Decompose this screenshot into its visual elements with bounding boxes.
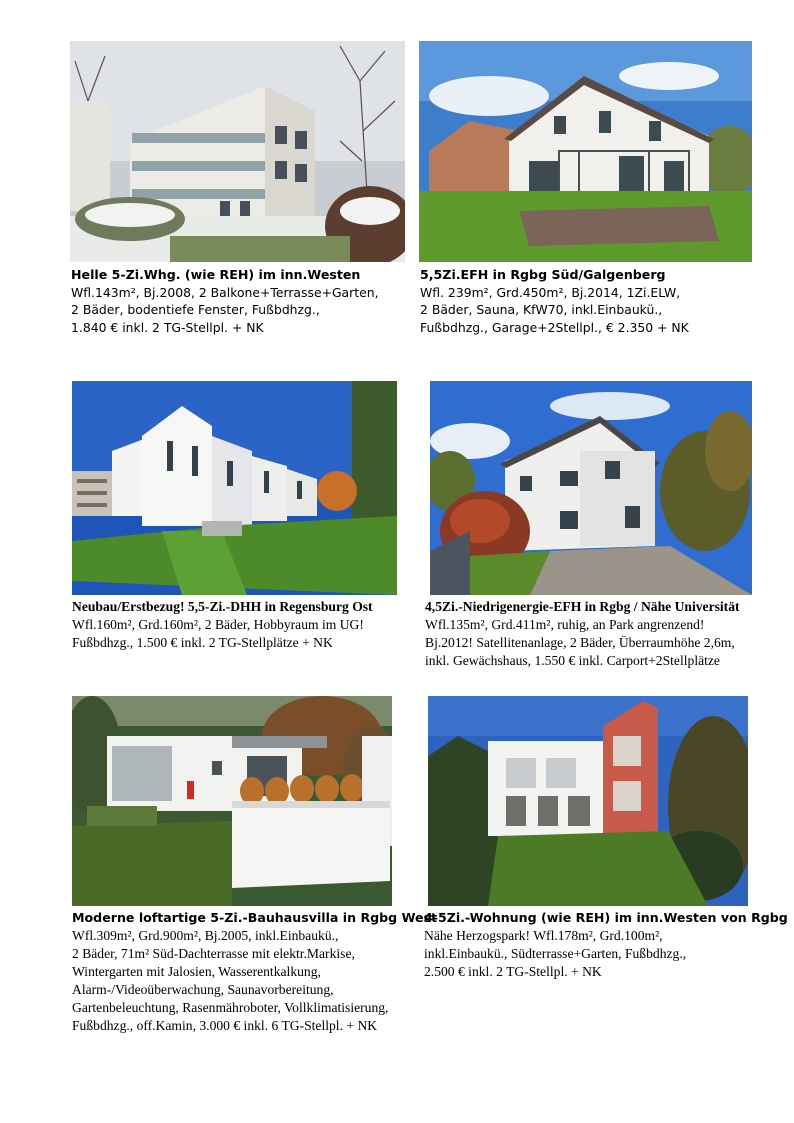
listing-5-caption <box>72 909 437 1035</box>
listing-6-line-2: inkl.Einbaukü., Südterrasse+Garten, Fußbdhzg., <box>424 946 687 961</box>
listing-3-line-2: Fußbdhzg., 1.500 € inkl. 2 TG-Stellplätze + NK <box>72 635 333 650</box>
listing-4-line-1: Wfl.135m², Grd.411m², ruhig, an Park angrenzend! <box>425 617 705 632</box>
listing-4-title: 4,5Zi.-Niedrigenergie-EFH in Rgbg / Nähe Universität <box>425 599 740 614</box>
listing-6-line-3: 2.500 € inkl. 2 TG-Stellpl. + NK <box>424 964 602 979</box>
listing-2-caption <box>420 266 689 336</box>
listing-5-line-5: Gartenbeleuchtung, Rasenmähroboter, Vollklimatisierung, <box>72 1000 389 1015</box>
listing-5-photo <box>72 696 392 906</box>
listing-4-line-3: inkl. Gewächshaus, 1.550 € inkl. Carport+2Stellplätze <box>425 653 720 668</box>
listing-4-line-2: Bj.2012! Satellitenanlage, 2 Bäder, Überraumhöhe 2,6m, <box>425 635 735 650</box>
listing-5-title: Moderne loftartige 5-Zi.-Bauhausvilla in Rgbg West <box>72 910 438 925</box>
listing-6-photo <box>428 696 748 906</box>
listing-4-caption <box>425 598 740 670</box>
listing-6-caption <box>424 909 788 981</box>
listing-2-photo <box>419 41 752 262</box>
listing-6-title: 4-5Zi.-Wohnung (wie REH) im inn.Westen von Rgbg <box>424 910 788 925</box>
listing-3-title: Neubau/Erstbezug! 5,5-Zi.-DHH in Regensburg Ost <box>72 599 373 614</box>
listing-1-title: Helle 5-Zi.Whg. (wie REH) im inn.Westen <box>71 267 361 282</box>
listing-2-line-1: Wfl. 239m², Grd.450m², Bj.2014, 1Zi.ELW, <box>420 284 681 300</box>
listing-1-line-3: 1.840 € inkl. 2 TG-Stellpl. + NK <box>71 319 264 335</box>
listing-1-line-2: 2 Bäder, bodentiefe Fenster, Fußbdhzg., <box>71 302 320 317</box>
listing-5-line-2: 2 Bäder, 71m² Süd-Dachterrasse mit elektr.Markise, <box>72 946 355 961</box>
listing-3-caption <box>72 598 373 652</box>
listing-5-line-3: Wintergarten mit Jalosien, Wasserentkalkung, <box>72 964 321 979</box>
listing-1-line-1: Wfl.143m², Bj.2008, 2 Balkone+Terrasse+Garten, <box>71 284 379 300</box>
listing-5-line-1: Wfl.309m², Grd.900m², Bj.2005, inkl.Einbaukü., <box>72 928 339 943</box>
listing-6-line-1: Nähe Herzogspark! Wfl.178m², Grd.100m², <box>424 928 663 943</box>
listing-3-photo <box>72 381 397 595</box>
listing-1-caption <box>71 266 379 336</box>
listing-4-photo <box>430 381 752 595</box>
listing-2-line-2: 2 Bäder, Sauna, KfW70, inkl.Einbaukü., <box>420 302 663 317</box>
listing-2-line-3: Fußbdhzg., Garage+2Stellpl., € 2.350 + NK <box>420 319 689 335</box>
listing-3-line-1: Wfl.160m², Grd.160m², 2 Bäder, Hobbyraum im UG! <box>72 617 364 632</box>
listing-1-photo <box>70 41 405 262</box>
listing-5-line-6: Fußbdhzg., off.Kamin, 3.000 € inkl. 6 TG-Stellpl. + NK <box>72 1018 378 1033</box>
listing-5-line-4: Alarm-/Videoüberwachung, Saunavorbereitung, <box>72 982 334 997</box>
listing-2-title: 5,5Zi.EFH in Rgbg Süd/Galgenberg <box>420 267 666 282</box>
